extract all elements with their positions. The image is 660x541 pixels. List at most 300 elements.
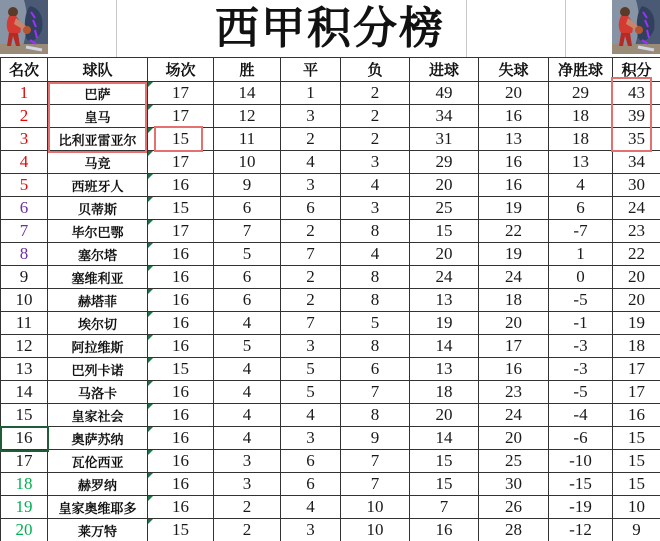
goals-for-value: 7 bbox=[439, 497, 449, 516]
played-cell bbox=[148, 266, 214, 289]
points-cell bbox=[613, 289, 660, 312]
error-indicator-triangle-icon bbox=[148, 335, 153, 340]
rank-value: 7 bbox=[19, 221, 29, 240]
lost-cell bbox=[341, 427, 410, 450]
drawn-value: 3 bbox=[306, 428, 315, 447]
played-cell bbox=[148, 381, 214, 404]
played-cell bbox=[148, 312, 214, 335]
team-value: 西班牙人 bbox=[71, 178, 124, 194]
played-cell bbox=[148, 151, 214, 174]
won-cell bbox=[214, 289, 281, 312]
goal-diff-cell bbox=[549, 496, 613, 519]
goal-diff-value: 4 bbox=[576, 175, 585, 194]
page-title: 西甲积分榜 bbox=[215, 3, 445, 53]
won-cell bbox=[214, 220, 281, 243]
lost-cell bbox=[341, 358, 410, 381]
lost-value: 5 bbox=[370, 313, 380, 332]
header-row bbox=[1, 58, 660, 82]
goals-against-cell bbox=[479, 519, 549, 541]
rank-cell bbox=[1, 450, 48, 473]
basketball-player-image bbox=[612, 0, 660, 54]
played-cell bbox=[148, 197, 214, 220]
goals-against-cell bbox=[479, 174, 549, 197]
rank-cell bbox=[1, 266, 48, 289]
error-indicator-triangle-icon bbox=[148, 473, 153, 478]
points-value: 18 bbox=[628, 336, 645, 355]
goals-against-cell bbox=[479, 82, 549, 105]
team-cell bbox=[48, 519, 148, 541]
rank-cell bbox=[1, 519, 48, 541]
points-value: 9 bbox=[632, 520, 641, 539]
won-value: 6 bbox=[242, 267, 252, 286]
played-value: 17 bbox=[172, 83, 189, 102]
points-value: 17 bbox=[628, 359, 645, 378]
drawn-value: 4 bbox=[306, 497, 315, 516]
goal-diff-cell bbox=[549, 473, 613, 496]
error-indicator-triangle-icon bbox=[148, 82, 153, 87]
goals-for-value: 20 bbox=[435, 405, 453, 424]
won-cell bbox=[214, 473, 281, 496]
goal-diff-cell bbox=[549, 450, 613, 473]
played-cell bbox=[148, 450, 214, 473]
lost-cell bbox=[341, 473, 410, 496]
goals-against-value: 28 bbox=[505, 520, 522, 539]
goals-against-cell bbox=[479, 404, 549, 427]
drawn-cell bbox=[281, 151, 341, 174]
goals-against-cell bbox=[479, 197, 549, 220]
goals-against-value: 13 bbox=[505, 129, 522, 148]
goal-diff-cell bbox=[549, 519, 613, 541]
goals-against-value: 24 bbox=[505, 405, 522, 424]
error-indicator-triangle-icon bbox=[148, 289, 153, 294]
points-value: 20 bbox=[628, 267, 645, 286]
lost-cell bbox=[341, 450, 410, 473]
table-row bbox=[1, 266, 660, 289]
played-cell bbox=[148, 519, 214, 541]
table-row bbox=[1, 358, 660, 381]
points-cell bbox=[613, 220, 660, 243]
goal-diff-value: -3 bbox=[573, 359, 588, 378]
played-value: 16 bbox=[172, 336, 189, 355]
won-value: 3 bbox=[242, 451, 252, 470]
points-value: 22 bbox=[628, 244, 645, 263]
points-cell bbox=[613, 496, 660, 519]
played-value: 17 bbox=[172, 106, 189, 125]
rank-value: 9 bbox=[19, 267, 29, 286]
goals-against-value: 24 bbox=[505, 267, 522, 286]
played-value: 16 bbox=[172, 474, 189, 493]
goal-diff-cell bbox=[549, 197, 613, 220]
col-header-drawn: 平 bbox=[281, 58, 341, 82]
drawn-value: 2 bbox=[306, 267, 315, 286]
played-cell bbox=[148, 220, 214, 243]
rank-cell bbox=[1, 289, 48, 312]
goals-for-value: 16 bbox=[435, 520, 453, 539]
points-cell bbox=[613, 519, 660, 541]
goals-against-value: 23 bbox=[505, 382, 522, 401]
goals-for-cell bbox=[410, 174, 479, 197]
col-header-won: 胜 bbox=[214, 58, 281, 82]
goals-against-value: 18 bbox=[505, 290, 522, 309]
played-value: 16 bbox=[172, 175, 189, 194]
team-cell bbox=[48, 404, 148, 427]
standings-table bbox=[0, 57, 660, 541]
won-value: 10 bbox=[238, 152, 256, 171]
drawn-value: 5 bbox=[306, 359, 315, 378]
goal-diff-value: -1 bbox=[573, 313, 588, 332]
points-value: 35 bbox=[628, 129, 645, 148]
played-value: 15 bbox=[172, 129, 189, 148]
goal-diff-value: -6 bbox=[573, 428, 588, 447]
played-value: 16 bbox=[172, 497, 189, 516]
played-value: 16 bbox=[172, 290, 189, 309]
drawn-cell bbox=[281, 496, 341, 519]
goals-for-value: 18 bbox=[435, 382, 453, 401]
goal-diff-value: 1 bbox=[576, 244, 585, 263]
goal-diff-value: 0 bbox=[576, 267, 585, 286]
error-indicator-triangle-icon bbox=[148, 266, 153, 271]
points-cell bbox=[613, 473, 660, 496]
goals-against-cell bbox=[479, 427, 549, 450]
drawn-cell bbox=[281, 105, 341, 128]
goal-diff-value: -19 bbox=[569, 497, 592, 516]
goals-for-cell bbox=[410, 220, 479, 243]
error-indicator-triangle-icon bbox=[148, 220, 153, 225]
goals-for-cell bbox=[410, 450, 479, 473]
goals-against-cell bbox=[479, 496, 549, 519]
goal-diff-cell bbox=[549, 174, 613, 197]
drawn-value: 6 bbox=[306, 451, 315, 470]
rank-cell bbox=[1, 243, 48, 266]
played-value: 16 bbox=[172, 451, 189, 470]
col-header-rank: 名次 bbox=[1, 58, 48, 82]
lost-value: 2 bbox=[370, 106, 380, 125]
rank-value: 10 bbox=[15, 290, 33, 309]
rank-value: 3 bbox=[19, 129, 29, 148]
drawn-cell bbox=[281, 427, 341, 450]
rank-cell bbox=[1, 105, 48, 128]
rank-cell bbox=[1, 151, 48, 174]
goals-against-cell bbox=[479, 151, 549, 174]
won-cell bbox=[214, 151, 281, 174]
team-value: 马洛卡 bbox=[77, 385, 117, 401]
played-cell bbox=[148, 289, 214, 312]
points-cell bbox=[613, 174, 660, 197]
rank-cell bbox=[1, 496, 48, 519]
goals-against-cell bbox=[479, 381, 549, 404]
error-indicator-triangle-icon bbox=[148, 358, 153, 363]
played-value: 17 bbox=[172, 221, 189, 240]
goal-diff-value: -3 bbox=[573, 336, 588, 355]
goal-diff-value: 29 bbox=[572, 83, 589, 102]
goals-for-cell bbox=[410, 404, 479, 427]
goals-for-cell bbox=[410, 473, 479, 496]
won-value: 3 bbox=[242, 474, 252, 493]
team-cell bbox=[48, 197, 148, 220]
played-value: 15 bbox=[172, 520, 189, 539]
won-value: 2 bbox=[242, 520, 252, 539]
points-value: 15 bbox=[628, 451, 645, 470]
drawn-value: 2 bbox=[306, 129, 315, 148]
won-cell bbox=[214, 128, 281, 151]
table-row bbox=[1, 312, 660, 335]
goals-for-value: 15 bbox=[435, 474, 453, 493]
goal-diff-cell bbox=[549, 427, 613, 450]
drawn-cell bbox=[281, 243, 341, 266]
error-indicator-triangle-icon bbox=[148, 381, 153, 386]
points-value: 23 bbox=[628, 221, 645, 240]
lost-value: 8 bbox=[370, 405, 380, 424]
team-cell bbox=[48, 473, 148, 496]
lost-value: 10 bbox=[366, 520, 384, 539]
lost-value: 3 bbox=[370, 198, 380, 217]
points-cell bbox=[613, 82, 660, 105]
rank-value: 14 bbox=[15, 382, 33, 401]
goal-diff-cell bbox=[549, 312, 613, 335]
team-cell bbox=[48, 335, 148, 358]
goals-for-cell bbox=[410, 381, 479, 404]
won-value: 4 bbox=[242, 382, 252, 401]
drawn-cell bbox=[281, 473, 341, 496]
drawn-cell bbox=[281, 82, 341, 105]
rank-value: 12 bbox=[15, 336, 33, 355]
lost-cell bbox=[341, 519, 410, 541]
team-value: 埃尔切 bbox=[77, 316, 117, 332]
table-row bbox=[1, 289, 660, 312]
played-cell bbox=[148, 496, 214, 519]
team-cell bbox=[48, 243, 148, 266]
team-value: 毕尔巴鄂 bbox=[71, 224, 124, 240]
error-indicator-triangle-icon bbox=[148, 496, 153, 501]
rank-value: 1 bbox=[19, 83, 29, 102]
rank-value: 11 bbox=[15, 313, 33, 332]
points-cell bbox=[613, 266, 660, 289]
played-value: 16 bbox=[172, 267, 189, 286]
goals-against-cell bbox=[479, 312, 549, 335]
goals-against-value: 16 bbox=[505, 359, 522, 378]
played-value: 15 bbox=[172, 359, 189, 378]
drawn-value: 5 bbox=[306, 382, 315, 401]
played-cell bbox=[148, 105, 214, 128]
goals-for-cell bbox=[410, 289, 479, 312]
points-cell bbox=[613, 128, 660, 151]
goal-diff-value: 18 bbox=[572, 129, 589, 148]
goal-diff-cell bbox=[549, 105, 613, 128]
drawn-cell bbox=[281, 289, 341, 312]
won-cell bbox=[214, 358, 281, 381]
drawn-cell bbox=[281, 358, 341, 381]
lost-value: 2 bbox=[370, 83, 380, 102]
won-value: 14 bbox=[238, 83, 256, 102]
lost-value: 7 bbox=[370, 474, 380, 493]
points-value: 24 bbox=[628, 198, 645, 217]
drawn-cell bbox=[281, 335, 341, 358]
team-cell bbox=[48, 151, 148, 174]
rank-cell bbox=[1, 197, 48, 220]
lost-cell bbox=[341, 151, 410, 174]
rank-value: 20 bbox=[15, 520, 33, 539]
team-cell bbox=[48, 289, 148, 312]
goals-for-cell bbox=[410, 358, 479, 381]
won-value: 4 bbox=[242, 359, 252, 378]
goals-against-value: 16 bbox=[505, 152, 522, 171]
drawn-value: 7 bbox=[306, 313, 315, 332]
table-row bbox=[1, 151, 660, 174]
team-cell bbox=[48, 105, 148, 128]
played-cell bbox=[148, 335, 214, 358]
rank-cell bbox=[1, 312, 48, 335]
table-row bbox=[1, 427, 660, 450]
team-value: 塞维利亚 bbox=[71, 270, 124, 286]
rank-cell bbox=[1, 128, 48, 151]
goals-against-value: 17 bbox=[505, 336, 522, 355]
played-value: 16 bbox=[172, 405, 189, 424]
played-cell bbox=[148, 128, 214, 151]
goals-for-cell bbox=[410, 427, 479, 450]
points-value: 15 bbox=[628, 474, 645, 493]
points-value: 16 bbox=[628, 405, 645, 424]
goals-for-cell bbox=[410, 151, 479, 174]
error-indicator-triangle-icon bbox=[148, 197, 153, 202]
points-cell bbox=[613, 381, 660, 404]
played-value: 16 bbox=[172, 428, 189, 447]
won-value: 7 bbox=[242, 221, 252, 240]
lost-cell bbox=[341, 312, 410, 335]
drawn-cell bbox=[281, 519, 341, 541]
col-header-team: 球队 bbox=[48, 58, 148, 82]
team-cell bbox=[48, 128, 148, 151]
goals-against-cell bbox=[479, 289, 549, 312]
table-row bbox=[1, 82, 660, 105]
points-cell bbox=[613, 335, 660, 358]
played-value: 15 bbox=[172, 198, 189, 217]
team-cell bbox=[48, 266, 148, 289]
rank-value: 6 bbox=[19, 198, 29, 217]
drawn-value: 6 bbox=[306, 198, 315, 217]
drawn-cell bbox=[281, 312, 341, 335]
goals-against-cell bbox=[479, 105, 549, 128]
lost-value: 4 bbox=[370, 244, 380, 263]
lost-cell bbox=[341, 220, 410, 243]
drawn-value: 3 bbox=[306, 520, 315, 539]
lost-cell bbox=[341, 105, 410, 128]
goals-for-value: 25 bbox=[435, 198, 453, 217]
goals-for-cell bbox=[410, 335, 479, 358]
won-cell bbox=[214, 82, 281, 105]
goals-against-value: 16 bbox=[505, 175, 522, 194]
table-row bbox=[1, 335, 660, 358]
goals-for-value: 14 bbox=[435, 428, 453, 447]
won-value: 4 bbox=[242, 428, 252, 447]
error-indicator-triangle-icon bbox=[148, 312, 153, 317]
table-row bbox=[1, 220, 660, 243]
goal-diff-value: -5 bbox=[573, 290, 588, 309]
error-indicator-triangle-icon bbox=[148, 151, 153, 156]
goals-for-value: 29 bbox=[435, 152, 453, 171]
drawn-value: 2 bbox=[306, 290, 315, 309]
goal-diff-cell bbox=[549, 243, 613, 266]
goal-diff-cell bbox=[549, 151, 613, 174]
team-value: 赫罗纳 bbox=[77, 477, 117, 493]
points-value: 43 bbox=[628, 83, 645, 102]
lost-cell bbox=[341, 243, 410, 266]
drawn-cell bbox=[281, 404, 341, 427]
goals-for-value: 14 bbox=[435, 336, 453, 355]
points-value: 20 bbox=[628, 290, 645, 309]
error-indicator-triangle-icon bbox=[148, 128, 153, 133]
col-header-lost: 负 bbox=[341, 58, 410, 82]
won-cell bbox=[214, 243, 281, 266]
won-cell bbox=[214, 496, 281, 519]
error-indicator-triangle-icon bbox=[148, 105, 153, 110]
error-indicator-triangle-icon bbox=[148, 404, 153, 409]
team-cell bbox=[48, 496, 148, 519]
goal-diff-cell bbox=[549, 220, 613, 243]
table-row bbox=[1, 243, 660, 266]
goals-for-cell bbox=[410, 496, 479, 519]
won-cell bbox=[214, 450, 281, 473]
won-cell bbox=[214, 312, 281, 335]
table-row bbox=[1, 381, 660, 404]
rank-value: 8 bbox=[19, 244, 29, 263]
won-cell bbox=[214, 427, 281, 450]
goal-diff-cell bbox=[549, 335, 613, 358]
rank-cell bbox=[1, 220, 48, 243]
lost-value: 8 bbox=[370, 267, 380, 286]
drawn-value: 3 bbox=[306, 106, 315, 125]
rank-value: 5 bbox=[19, 175, 29, 194]
goals-against-value: 26 bbox=[505, 497, 522, 516]
goal-diff-value: 18 bbox=[572, 106, 589, 125]
played-value: 16 bbox=[172, 313, 189, 332]
goals-for-cell bbox=[410, 197, 479, 220]
goal-diff-value: -5 bbox=[573, 382, 588, 401]
rank-value: 16 bbox=[15, 428, 33, 447]
drawn-cell bbox=[281, 128, 341, 151]
points-cell bbox=[613, 197, 660, 220]
col-header-goals-against: 失球 bbox=[479, 58, 549, 82]
played-cell bbox=[148, 82, 214, 105]
team-value: 瓦伦西亚 bbox=[71, 454, 124, 470]
col-header-goals-for: 进球 bbox=[410, 58, 479, 82]
won-value: 5 bbox=[242, 336, 252, 355]
table-row bbox=[1, 105, 660, 128]
goal-diff-cell bbox=[549, 266, 613, 289]
goals-against-cell bbox=[479, 358, 549, 381]
won-value: 2 bbox=[242, 497, 252, 516]
rank-cell bbox=[1, 335, 48, 358]
team-value: 巴萨 bbox=[84, 86, 111, 102]
points-value: 15 bbox=[628, 428, 645, 447]
drawn-cell bbox=[281, 174, 341, 197]
won-cell bbox=[214, 197, 281, 220]
goals-for-value: 19 bbox=[435, 313, 453, 332]
team-cell bbox=[48, 381, 148, 404]
goal-diff-value: -7 bbox=[573, 221, 588, 240]
goal-diff-cell bbox=[549, 358, 613, 381]
goals-against-cell bbox=[479, 266, 549, 289]
team-cell bbox=[48, 220, 148, 243]
lost-value: 8 bbox=[370, 336, 380, 355]
error-indicator-triangle-icon bbox=[148, 519, 153, 524]
goals-for-cell bbox=[410, 243, 479, 266]
rank-cell bbox=[1, 404, 48, 427]
goals-for-cell bbox=[410, 312, 479, 335]
team-cell bbox=[48, 358, 148, 381]
col-header-points: 积分 bbox=[613, 58, 660, 82]
lost-cell bbox=[341, 289, 410, 312]
won-cell bbox=[214, 105, 281, 128]
